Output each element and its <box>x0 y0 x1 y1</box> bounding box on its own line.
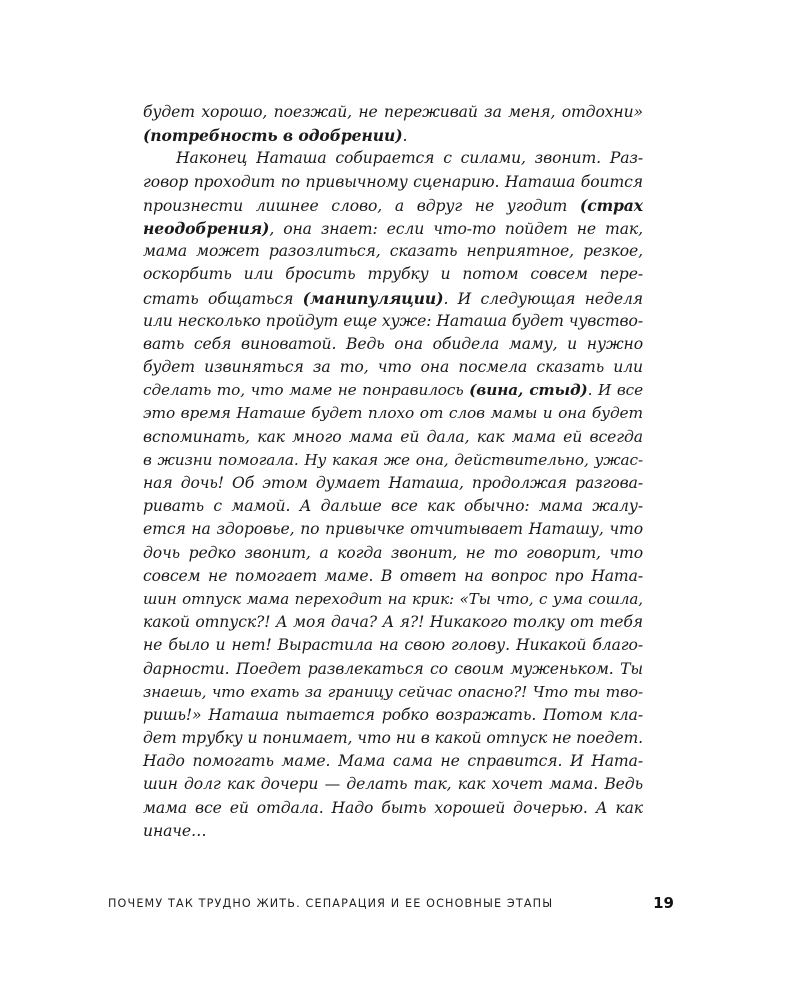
text-line <box>143 449 643 472</box>
text-line <box>143 495 643 518</box>
text-segment: мама все ей отдала. Надо быть хорошей дочерью. А как <box>143 798 643 817</box>
text-segment: . <box>402 127 408 146</box>
text-line <box>143 287 643 310</box>
text-segment: шин отпуск мама переходит на крик: «Ты что, с ума сошла, <box>143 589 643 608</box>
text-segment: ришь!» Наташа пытается робко возражать. Потом кла- <box>143 705 643 724</box>
page-footer <box>108 894 674 916</box>
text-segment: оскорбить или бросить трубку и потом совсем пере- <box>143 265 643 284</box>
text-segment: ривать с мамой. А дальше все как обычно: мама жалу- <box>143 497 643 516</box>
text-line <box>143 658 643 681</box>
text-line <box>143 820 643 843</box>
text-segment: говор проходит по привычному сценарию. Наташа боится <box>143 172 643 191</box>
text-line <box>143 750 643 773</box>
text-line <box>143 147 643 170</box>
text-line <box>143 124 643 147</box>
bold-term: неодобрения) <box>143 218 270 238</box>
text-segment: . И все <box>587 381 644 400</box>
text-line <box>143 171 643 194</box>
text-segment: дочь редко звонит, а когда звонит, не то говорит, что <box>143 543 643 562</box>
text-line <box>143 611 643 634</box>
text-line <box>143 634 643 657</box>
text-line <box>143 565 643 588</box>
text-line <box>143 240 643 263</box>
text-segment: вать себя виноватой. Ведь она обидела маму, и нужно <box>143 334 643 353</box>
page-number: 19 <box>653 894 674 912</box>
text-line <box>143 379 643 402</box>
text-segment: шин долг как дочери — делать так, как хочет мама. Ведь <box>143 775 643 794</box>
text-line <box>143 588 643 611</box>
text-segment: знаешь, что ехать за границу сейчас опасно?! Что ты тво- <box>143 682 643 701</box>
text-segment: мама может разозлиться, сказать неприятное, резкое, <box>143 242 643 261</box>
text-segment: Наконец Наташа собирается с силами, звонит. Раз- <box>176 149 643 168</box>
text-line <box>143 217 643 240</box>
text-line <box>143 194 643 217</box>
text-line <box>143 727 643 750</box>
text-segment: , она знает: если что-то пойдет не так, <box>269 219 643 238</box>
text-line <box>143 356 643 379</box>
bold-term: (страх <box>579 195 643 215</box>
text-segment: стать общаться <box>143 289 303 308</box>
text-segment: произнести лишнее слово, а вдруг не угодит <box>143 196 580 215</box>
text-line <box>143 542 643 565</box>
text-segment: сделать то, что маме не понравилось <box>143 381 470 400</box>
text-line <box>143 797 643 820</box>
text-segment: совсем не помогает маме. В ответ на вопрос про Ната- <box>143 566 643 585</box>
text-segment: дет трубку и понимает, что ни в какой отпуск не поедет. <box>143 729 643 748</box>
text-segment: . И следующая неделя <box>443 289 643 308</box>
bold-term: (вина, стыд) <box>469 381 588 400</box>
bold-term: (манипуляции) <box>302 288 444 308</box>
text-line <box>143 773 643 796</box>
text-line <box>143 704 643 727</box>
text-line <box>143 472 643 495</box>
text-segment: или несколько пройдут еще хуже: Наташа будет чувство- <box>143 311 643 330</box>
text-segment: вспоминать, как много мама ей дала, как мама ей всегда <box>143 427 643 446</box>
text-segment: Надо помогать маме. Мама сама не справится. И Ната- <box>143 752 643 771</box>
text-segment: дарности. Поедет развлекаться со своим муженьком. Ты <box>143 659 643 678</box>
text-line <box>143 518 643 541</box>
text-segment: какой отпуск?! А моя дача? А я?! Никакого толку от тебя <box>143 613 643 632</box>
text-line <box>143 263 643 286</box>
text-segment: ется на здоровье, по привычке отчитывает Наташу, что <box>143 520 643 539</box>
running-head: ПОЧЕМУ ТАК ТРУДНО ЖИТЬ. СЕПАРАЦИЯ И ЕЕ ОСНОВНЫЕ ЭТАПЫ <box>108 897 554 910</box>
text-segment: иначе… <box>143 821 207 840</box>
text-line <box>143 402 643 425</box>
text-line <box>143 426 643 449</box>
text-line <box>143 333 643 356</box>
text-line <box>143 101 643 124</box>
text-segment: не было и нет! Вырастила на свою голову. Никакой благо- <box>143 636 643 655</box>
text-line <box>143 310 643 333</box>
text-segment: будет извиняться за то, что она посмела сказать или <box>143 358 643 377</box>
text-segment: будет хорошо, поезжай, не переживай за меня, отдохни» <box>143 103 643 121</box>
text-segment: в жизни помогала. Ну какая же она, действительно, ужас- <box>143 450 643 469</box>
text-line <box>143 681 643 704</box>
bold-term: (потребность в одобрении) <box>143 126 403 146</box>
text-segment: это время Наташе будет плохо от слов мамы и она будет <box>143 404 643 423</box>
body-text <box>143 101 643 843</box>
text-segment: ная дочь! Об этом думает Наташа, продолжая разгова- <box>143 474 643 492</box>
